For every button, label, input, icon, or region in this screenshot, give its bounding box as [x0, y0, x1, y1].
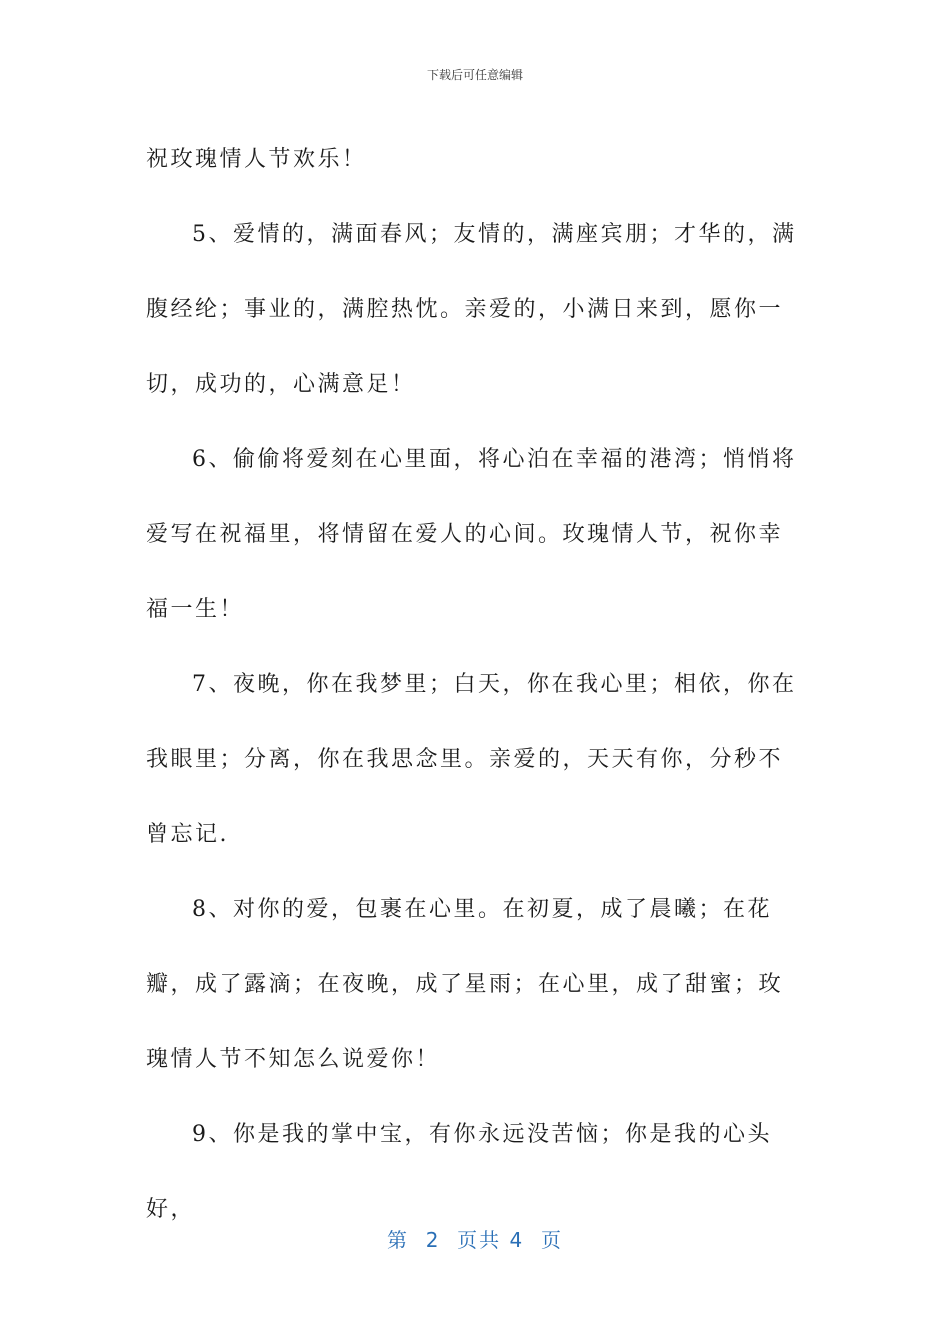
document-body — [146, 122, 806, 1247]
paragraph-9: 9、你是我的掌中宝，有你永远没苦恼；你是我的心头好， — [146, 1122, 772, 1222]
page-header: 下载后可任意编辑 — [426, 68, 523, 82]
paragraph-5: 5、爱情的，满面春风；友情的，满座宾朋；才华的，满腹经纶；事业的，满腔热忱。亲爱的，小满日来到，愿你一切，成功的，心满意足！ — [146, 222, 797, 397]
paragraph-greeting: 祝玫瑰情人节欢乐！ — [146, 147, 367, 172]
page-current: 2 — [425, 1228, 441, 1252]
paragraph-8: 8、对你的爱，包裹在心里。在初夏，成了晨曦；在花瓣，成了露滴；在夜晚，成了星雨；在心里，成了甜蜜；玫瑰情人节不知怎么说爱你！ — [146, 897, 784, 1072]
page-label-suffix: 页 — [540, 1228, 563, 1252]
page-label-mid: 页共 — [457, 1228, 502, 1252]
paragraph-6: 6、偷偷将爱刻在心里面，将心泊在幸福的港湾；悄悄将爱写在祝福里，将情留在爱人的心间。玫瑰情人节，祝你幸福一生！ — [146, 447, 797, 622]
page-footer — [0, 1224, 950, 1253]
page-label-prefix: 第 — [387, 1228, 409, 1252]
page-total: 4 — [509, 1228, 525, 1252]
paragraph-7: 7、夜晚，你在我梦里；白天，你在我心里；相依，你在我眼里；分离，你在我思念里。亲爱的，天天有你，分秒不曾忘记. — [146, 672, 797, 847]
